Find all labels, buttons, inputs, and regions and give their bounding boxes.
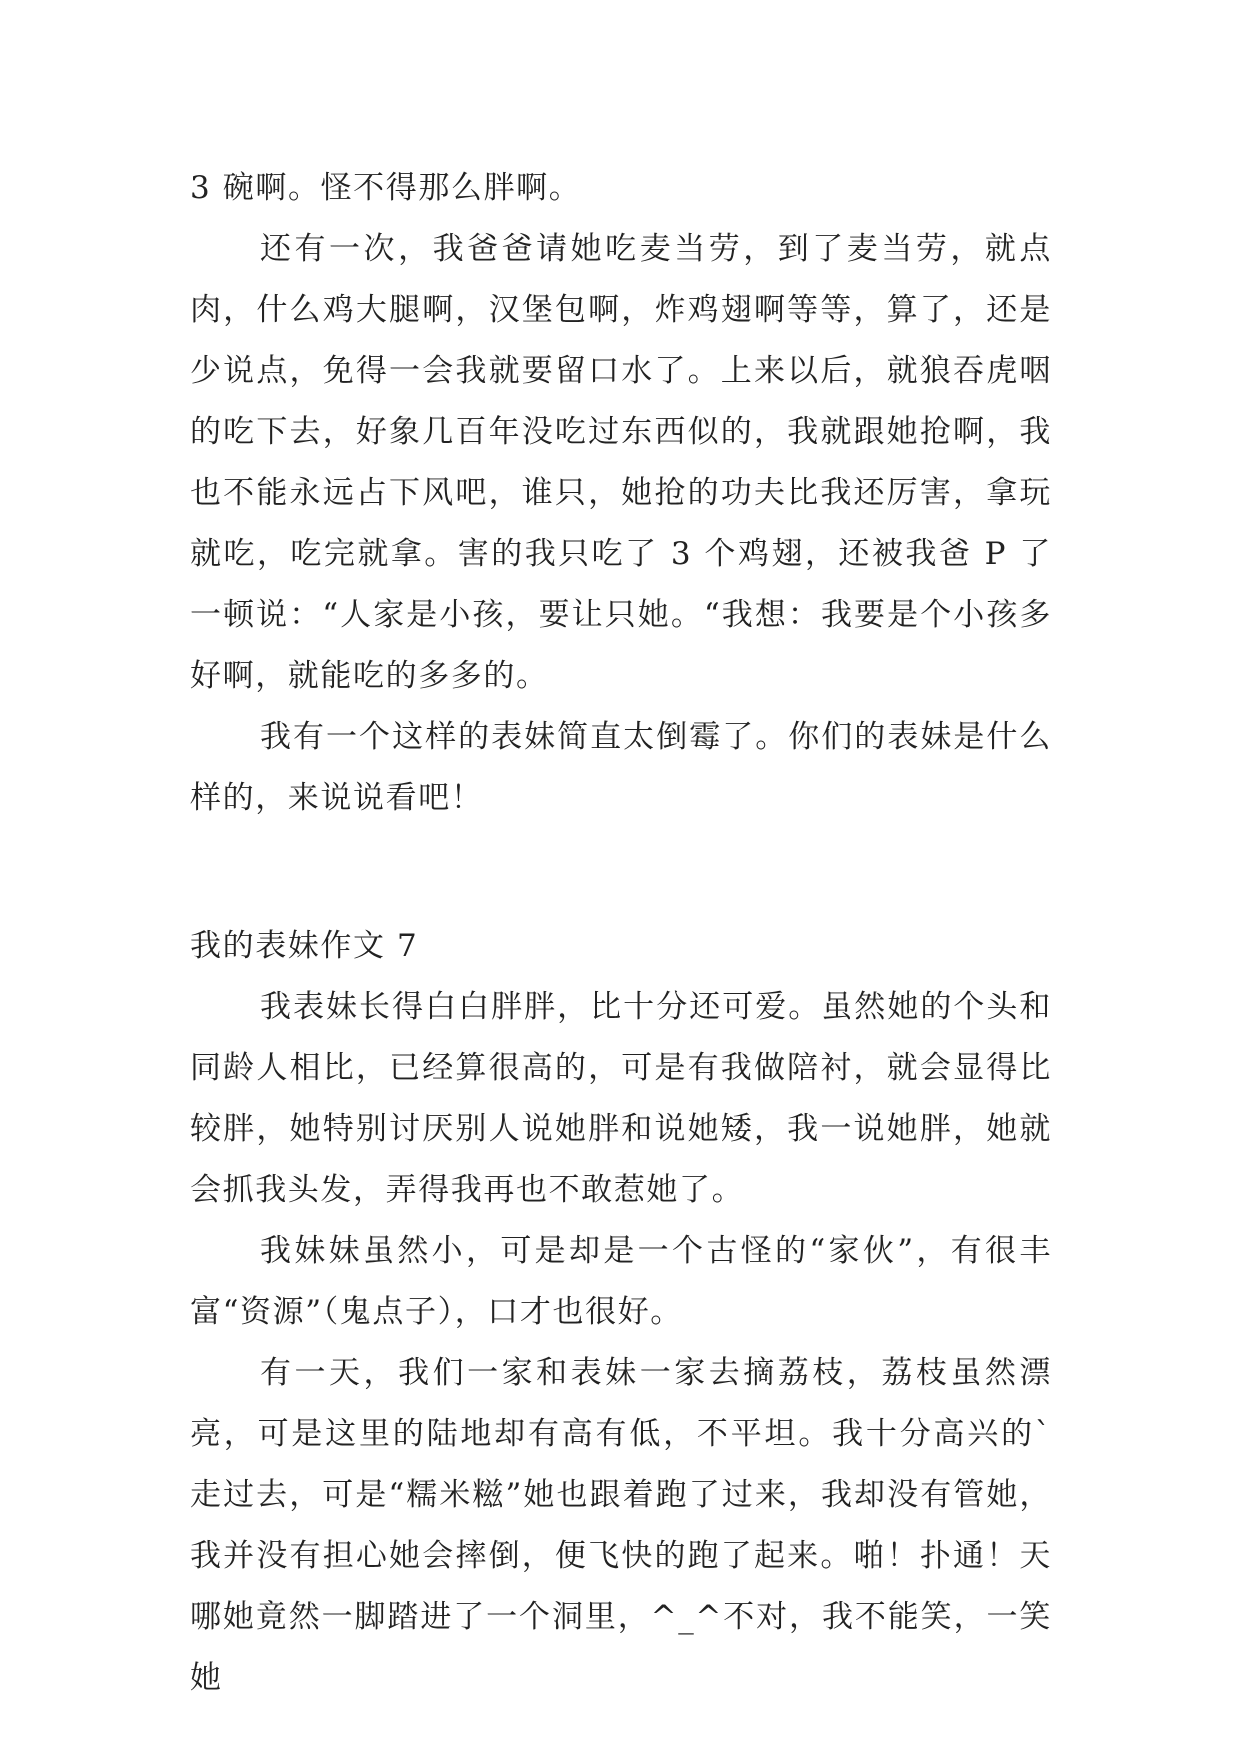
section-spacer (190, 829, 1052, 890)
paragraph-personality: 我妹妹虽然小，可是却是一个古怪的“家伙”，有很丰富“资源”（鬼点子），口才也很好。 (190, 1233, 1052, 1330)
document-body (190, 158, 1052, 1709)
paragraph-conclusion: 我有一个这样的表妹简直太倒霉了。你们的表妹是什么样的，来说说看吧！ (190, 719, 1052, 816)
paragraph-appearance: 我表妹长得白白胖胖，比十分还可爱。虽然她的个头和同龄人相比，已经算很高的，可是有我做陪衬，就会显得比较胖，她特别讨厌别人说她胖和说她矮，我一说她胖，她就会抓我头发，弄得我再也不敢惹她了。 (190, 989, 1052, 1208)
paragraph-continuation: 3 碗啊。怪不得那么胖啊。 (190, 170, 582, 206)
paragraph-lychee-trip: 有一天，我们一家和表妹一家去摘荔枝，荔枝虽然漂亮，可是这里的陆地却有高有低，不平坦。我十分高兴的`走过去，可是“糯米糍”她也跟着跑了过来，我却没有管她，我并没有担心她会摔倒，便飞快的跑了起来。啪！扑通！天哪她竟然一脚踏进了一个洞里，^_^不对，我不能笑，一笑她 (190, 1355, 1052, 1696)
section-title: 我的表妹作文 7 (190, 928, 419, 964)
paragraph-mcdonalds: 还有一次，我爸爸请她吃麦当劳，到了麦当劳，就点肉，什么鸡大腿啊，汉堡包啊，炸鸡翅啊等等，算了，还是少说点，免得一会我就要留口水了。上来以后，就狼吞虎咽的吃下去，好象几百年没吃过东西似的，我就跟她抢啊，我也不能永远占下风吧，谁只，她抢的功夫比我还厉害，拿玩就吃，吃完就拿。害的我只吃了 3 个鸡翅，还被我爸 P 了一顿说：“人家是小孩，要让只她。“我想：我要是个小孩多好啊，就能吃的多多的。 (190, 231, 1052, 694)
